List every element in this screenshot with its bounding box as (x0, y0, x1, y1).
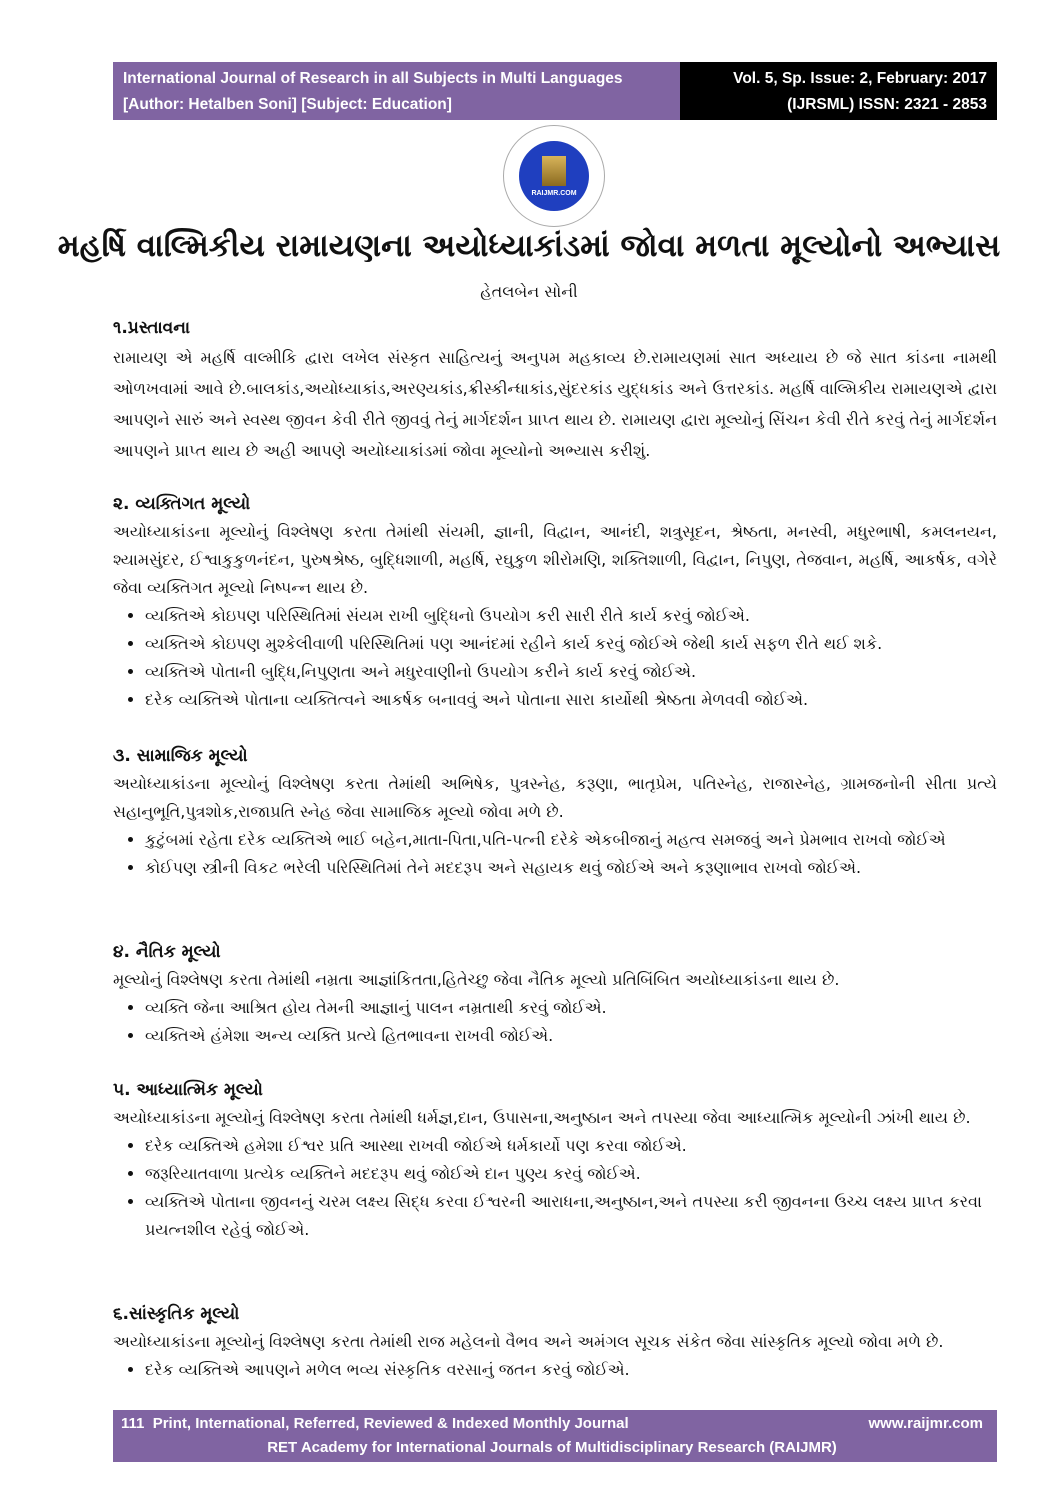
section-paragraph: રામાયણ એ મહર્ષિ વાલ્મીકિ દ્વારા લખેલ સંસ્કૃત સાહિત્યનું અનુપમ મહકાવ્ય છે.રામાયણમાં સાત અધ્યાય છે જે સાત કાંડના નામથી ઓળખવામાં આવે છે.બાલકાંડ,અયોધ્યાકાંડ,અરણ્યકાંડ,ક્રીસ્કીન્ધાકાંડ,સુંદરકાંડ યુદ્ધકાંડ અને ઉત્તરકાંડ. મહર્ષિ વાલ્મિકીય રામાયણએ દ્વારા આપણને સારું અને સ્વસ્થ જીવન કેવી રીતે જીવવું તેનું માર્ગદર્શન પ્રાપ્ત થાય છે. રામાયણ દ્વારા મૂલ્યોનું સિંચન કેવી રીતે કરવું તેનું માર્ગદર્શન આપણને પ્રાપ્ત થાય છે અહી આપણે અયોધ્યાકાંડમાં જોવા મૂલ્યોનો અભ્યાસ કરીશું. (113, 348, 997, 460)
issn-info: (IJRSML) ISSN: 2321 - 2853 (787, 96, 987, 113)
section-2 (113, 492, 997, 714)
page-number: 111 (121, 1415, 145, 1432)
bullet-item: • જરૂરિયાતવાળા પ્રત્યેક વ્યક્તિને મદદરૂપ થવું જોઈએ દાન પુણ્ય કરવું જોઈએ. (145, 1160, 997, 1188)
bullet-item: • કોઈપણ સ્ત્રીની વિકટ ભરેલી પરિસ્થિતિમાં તેને મદદરૂપ અને સહાયક થવું જોઈએ અને કરૂણાભાવ રાખવો જોઈએ. (145, 854, 997, 882)
bullet-item: • વ્યક્તિએ કોઇપણ મુશ્કેલીવાળી પરિસ્થિતિમાં પણ આનંદમાં રહીને કાર્ય કરવું જોઈએ જેથી કાર્ય સફળ રીતે થઈ શકે. (145, 630, 997, 658)
bullet-item: • વ્યક્તિએ પોતાની બુદ્ધિ,નિપુણતા અને મધુરવાણીનો ઉપયોગ કરીને કાર્ય કરવું જોઈએ. (145, 658, 997, 686)
bullet-item: • વ્યક્તિ જેના આશ્રિત હોય તેમની આજ્ઞાનું પાલન નમ્રતાથી કરવું જોઈએ. (145, 994, 997, 1022)
bullet-list (113, 826, 997, 882)
section-paragraph: અયોધ્યાકાંડના મૂલ્યોનું વિશ્લેષણ કરતા તેમાંથી સંયમી, જ્ઞાની, વિદ્વાન, આનંદી, શત્રુસૂદન, શ્રેષ્ઠતા, મનસ્વી, મધુરભાષી, કમલનયન, શ્યામસુંદર, ઈશ્વાકુકુળનંદન, પુરુષશ્રેષ્ઠ, બુદ્ધિશાળી, મહર્ષિ, રઘુકુળ શીરોમણિ, શક્તિશાળી, વિદ્વાન, નિપુણ, તેજવાન, મહર્ષિ, આકર્ષક, વગેરે જેવા વ્યક્તિગત મૂલ્યો નિષ્પન્ન થાય છે. (113, 522, 997, 597)
section-6 (113, 1302, 997, 1384)
logo-text: RAIJMR.COM (531, 189, 577, 197)
section-heading: ૩. સામાજિક મૂલ્યો (113, 746, 248, 766)
section-3 (113, 744, 997, 882)
article-author: હેતલબેન સોની (480, 282, 578, 301)
bullet-item: • વ્યક્તિએ કોઇપણ પરિસ્થિતિમાં સંયમ રાખી બુદ્ધિનો ઉપયોગ કરી સારી રીતે કાર્ય કરવું જોઈએ. (145, 602, 997, 630)
article-title: મહર્ષિ વાલ્મિકીય રામાયણના અયોધ્યાકાંડમાં જોવા મળતા મૂલ્યોનો અભ્યાસ (57, 228, 1001, 264)
section-heading: ૨. વ્યક્તિગત મૂલ્યો (113, 494, 251, 514)
header-left (113, 62, 680, 120)
bullet-item: • વ્યક્તિએ હંમેશા અન્ય વ્યક્તિ પ્રત્યે હિતભાવના રાખવી જોઈએ. (145, 1022, 997, 1050)
journal-name: International Journal of Research in all Subjects in Multi Languages (123, 70, 623, 87)
page-header (113, 62, 997, 120)
author-subject: [Author: Hetalben Soni] [Subject: Education] (123, 96, 452, 113)
section-paragraph: મૂલ્યોનું વિશ્લેષણ કરતા તેમાંથી નમ્રતા આજ્ઞાંકિતતા,હિતેચ્છુ જેવા નૈતિક મૂલ્યો પ્રતિબિંબિત અયોધ્યાકાંડના થાય છે. (113, 970, 840, 989)
raijmr-logo (503, 125, 605, 227)
bullet-item: • દરેક વ્યક્તિએ આપણને મળેલ ભવ્ય સંસ્કૃતિક વરસાનું જતન કરવું જોઈએ. (145, 1356, 997, 1384)
bullet-list (113, 602, 997, 714)
website-link[interactable]: www.raijmr.com (868, 1415, 983, 1432)
section-heading: ૪. નૈતિક મૂલ્યો (113, 942, 221, 962)
header-right (680, 62, 997, 120)
bullet-item: • કુટુંબમાં રહેતા દરેક વ્યક્તિએ ભાઈ બહેન,માતા-પિતા,પતિ-પત્ની દરેકે એકબીજાનું મહત્વ સમજવું અને પ્રેમભાવ રાખવો જોઈએ (145, 826, 997, 854)
bullet-item: • દરેક વ્યક્તિએ પોતાના વ્યક્તિત્વને આકર્ષક બનાવવું અને પોતાના સારા કાર્યોથી શ્રેષ્ઠતા મેળવવી જોઈએ. (145, 686, 997, 714)
bullet-item: • દરેક વ્યક્તિએ હમેશા ઈશ્વર પ્રતિ આસ્થા રાખવી જોઈએ ધર્મકાર્યો પણ કરવા જોઈએ. (145, 1132, 997, 1160)
bullet-list (113, 1132, 997, 1244)
section-heading: ૬.સાંસ્કૃતિક મૂલ્યો (113, 1304, 240, 1324)
section-5 (113, 1078, 997, 1244)
section-paragraph: અયોધ્યાકાંડના મૂલ્યોનું વિશ્લેષણ કરતા તેમાંથી ધર્મજ્ઞ,દાન, ઉપાસના,અનુષ્ઠાન અને તપસ્યા જેવા આધ્યાત્મિક મૂલ્યોની ઝાંખી થાય છે. (113, 1108, 971, 1127)
quill-scroll-icon (542, 156, 566, 186)
page-footer (113, 1410, 997, 1462)
journal-type: Print, International, Referred, Reviewed & Indexed Monthly Journal (152, 1415, 629, 1432)
section-4 (113, 940, 997, 1050)
section-1 (113, 316, 997, 466)
publisher: RET Academy for International Journals of Multidisciplinary Research (RAIJMR) (267, 1439, 837, 1456)
volume-info: Vol. 5, Sp. Issue: 2, February: 2017 (733, 70, 987, 87)
section-paragraph: અયોધ્યાકાંડના મૂલ્યોનું વિશ્લેષણ કરતા તેમાંથી અભિષેક, પુત્રસ્નેહ, કરૂણા, ભાતૃપ્રેમ, પતિસ્નેહ, રાજાસ્નેહ, ગ્રામજનોની સીતા પ્રત્યે સહાનુભૂતિ,પુત્રશોક,રાજાપ્રતિ સ્નેહ જેવા સામાજિક મૂલ્યો જોવા મળે છે. (113, 774, 997, 821)
section-heading: ૧.પ્રસ્તાવના (113, 318, 191, 338)
bullet-item: • વ્યક્તિએ પોતાના જીવનનું ચરમ લક્ષ્ય સિદ્ધ કરવા ઈશ્વરની આરાધના,અનુષ્ઠાન,અને તપસ્યા કરી જીવનના ઉચ્ચ લક્ષ્ય પ્રાપ્ત કરવા પ્રયત્નશીલ રહેવું જોઈએ. (145, 1188, 997, 1244)
section-paragraph: અયોધ્યાકાંડના મૂલ્યોનું વિશ્લેષણ કરતા તેમાંથી રાજ મહેલનો વૈભવ અને અમંગલ સૂચક સંકેત જેવા સાંસ્કૃતિક મૂલ્યો જોવા મળે છે. (113, 1332, 944, 1351)
logo-emblem (519, 141, 589, 211)
bullet-list (113, 994, 997, 1050)
bullet-list (113, 1356, 997, 1384)
section-heading: ૫. આધ્યાત્મિક મૂલ્યો (113, 1080, 263, 1100)
